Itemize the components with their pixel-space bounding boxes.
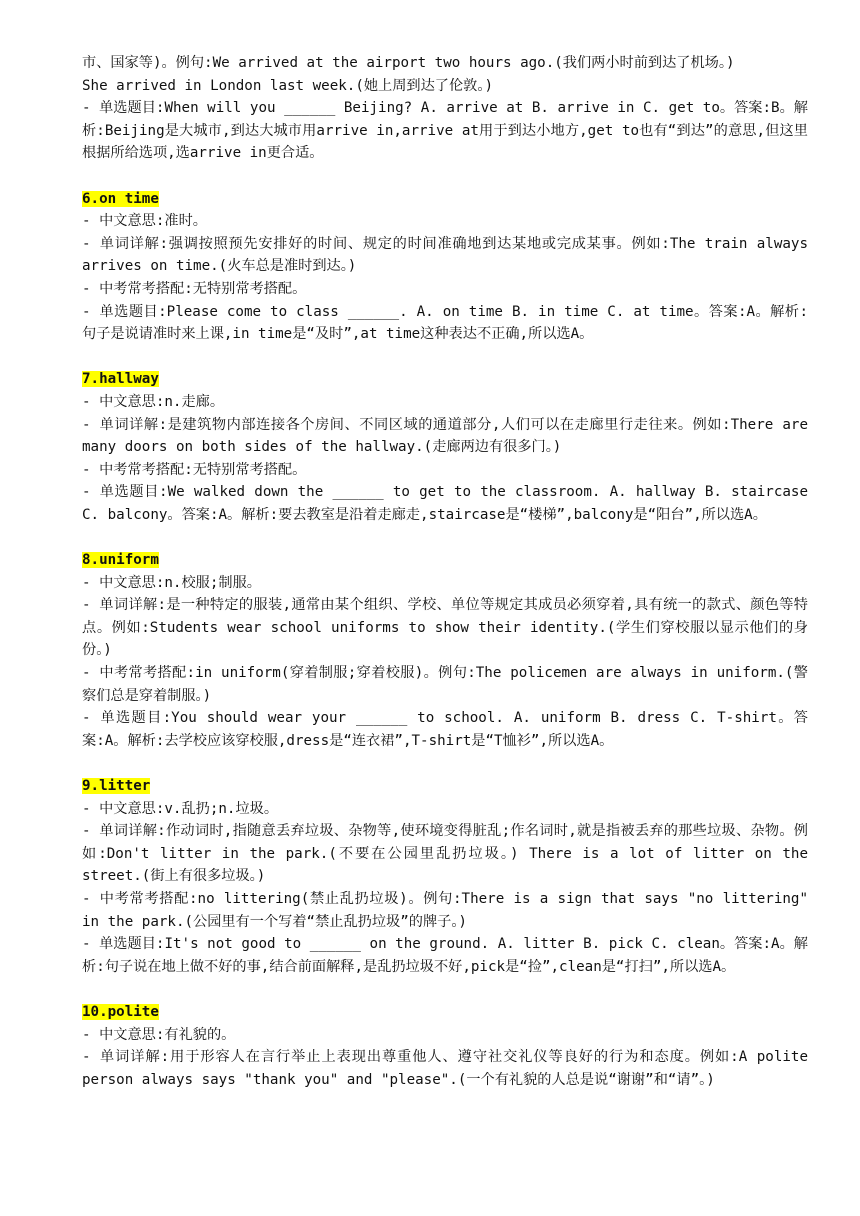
quiz-text: - 单选题目:It's not good to ______ on the ground. A. litter B. pick C. clean。答案:A。解析:句子说在地上做不好的事,结合前面解释,是乱扔垃圾不好,pick是“捡”,clean是“打扫”,所以选A。 [82,936,808,975]
collocation-text: - 中考常考搭配:no littering(禁止乱扔垃圾)。例句:There is a sign that says "no littering" in the park.(公园里有一个写着“禁止乱扔垃圾”的牌子。) [82,890,808,930]
paragraph-gap [82,752,808,775]
detail-text: - 单词详解:强调按照预先安排好的时间、规定的时间准确地到达某地或完成某事。例如:The train always arrives on time.(火车总是准时到达。) [82,235,808,275]
document-page [82,52,808,1091]
paragraph-gap [82,165,808,188]
entry-polite [82,1001,808,1091]
entry-heading: 8.uniform [82,552,159,569]
detail-text: - 单词详解:作动词时,指随意丢弃垃圾、杂物等,使环境变得脏乱;作名词时,就是指被丢弃的那些垃圾、杂物。例如:Don't litter in the park.(不要在公园里乱扔垃圾。) There is a lot of litter on the street.(街上有很多垃圾。) [82,823,808,885]
detail-text: - 单词详解:用于形容人在言行举止上表现出尊重他人、遵守社交礼仪等良好的行为和态度。例如:A polite person always says "thank you" and "please".(一个有礼貌的人总是说“谢谢”和“请”。) [82,1049,808,1088]
entry-hallway [82,368,808,526]
meaning-text: - 中文意思:有礼貌的。 [82,1026,236,1043]
entry-heading: 7.hallway [82,371,159,388]
entry-uniform [82,549,808,752]
entry-litter [82,775,808,978]
collocation-text: - 中考常考搭配:无特别常考搭配。 [82,461,307,478]
detail-text: - 单词详解:是一种特定的服装,通常由某个组织、学校、单位等规定其成员必须穿着,具有统一的款式、颜色等特点。例如:Students wear school uniforms to show their identity.(学生们穿校服以显示他们的身份。) [82,597,808,659]
meaning-text: - 中文意思:n.走廊。 [82,393,225,410]
quiz-text: - 单选题目:Please come to class ______. A. on time B. in time C. at time。答案:A。解析:句子是说请准时来上课,in time是“及时”,at time这种表达不正确,所以选A。 [82,303,808,343]
entry-heading: 6.on time [82,190,159,207]
entry-heading: 10.polite [82,1003,159,1020]
quiz-text: - 单选题目:You should wear your ______ to school. A. uniform B. dress C. T-shirt。答案:A。解析:去学校应该穿校服,dress是“连衣裙”,T-shirt是“T恤衫”,所以选A。 [82,710,808,749]
meaning-text: - 中文意思:准时。 [82,213,207,230]
meaning-text: - 中文意思:v.乱扔;n.垃圾。 [82,800,279,817]
quiz-text: - 单选题目:We walked down the ______ to get to the classroom. A. hallway B. staircase C. balcony。答案:A。解析:要去教室是沿着走廊走,staircase是“楼梯”,balcony是“阳台”,所以选A。 [82,484,808,523]
paragraph-gap [82,526,808,549]
collocation-text: - 中考常考搭配:in uniform(穿着制服;穿着校服)。例句:The policemen are always in uniform.(警察们总是穿着制服。) [82,665,808,704]
meaning-text: - 中文意思:n.校服;制服。 [82,574,261,591]
entry-heading: 9.litter [82,778,151,794]
intro-line: 市、国家等)。例句:We arrived at the airport two hours ago.(我们两小时前到达了机场。) [82,55,735,71]
quiz-text: - 单选题目:When will you ______ Beijing? A. arrive at B. arrive in C. get to。答案:B。解析:Beijing是大城市,到达大城市用arrive in,arrive at用于到达小地方,get to也有“到达”的意思,但这里根据所给选项,选arrive in更合适。 [82,100,808,162]
paragraph-gap [82,978,808,1001]
detail-text: - 单词详解:是建筑物内部连接各个房间、不同区域的通道部分,人们可以在走廊里行走往来。例如:There are many doors on both sides of the hallway.(走廊两边有很多门。) [82,416,808,456]
paragraph-gap [82,346,808,369]
entry-on-time [82,188,808,346]
collocation-text: - 中考常考搭配:无特别常考搭配。 [82,280,307,297]
intro-line: She arrived in London last week.(她上周到达了伦敦。) [82,77,494,94]
